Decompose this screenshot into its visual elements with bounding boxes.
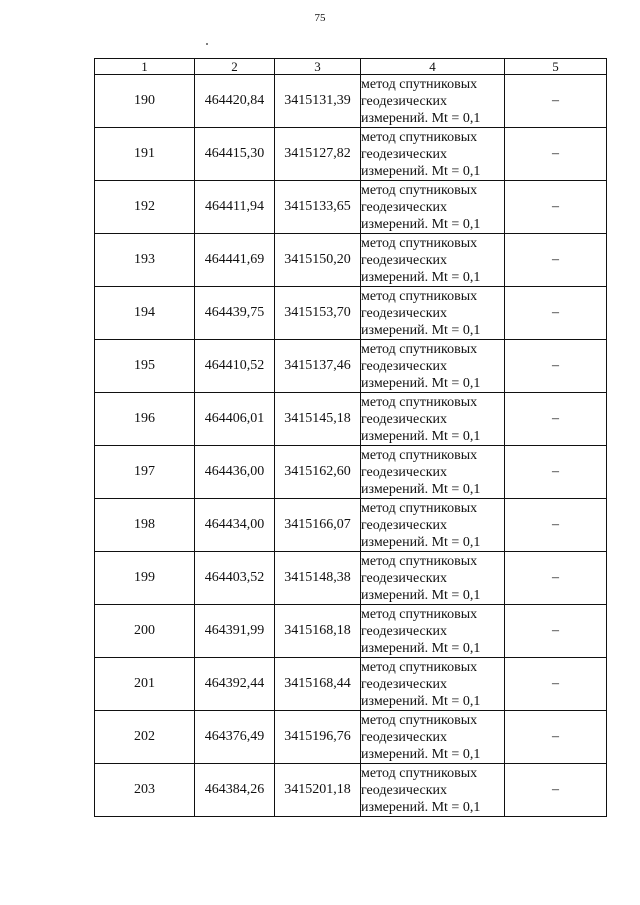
y-coordinate-cell: 3415148,38 — [275, 552, 361, 605]
x-coordinate-cell: 464391,99 — [195, 605, 275, 658]
method-line: метод спутниковых — [361, 659, 478, 675]
x-coordinate-cell: 464439,75 — [195, 287, 275, 340]
point-number-cell: 191 — [95, 128, 195, 181]
note-cell: – — [505, 128, 607, 181]
table-body — [95, 75, 607, 817]
x-coordinate-cell: 464434,00 — [195, 499, 275, 552]
x-coordinate-cell: 464403,52 — [195, 552, 275, 605]
method-line: метод спутниковых — [361, 606, 478, 622]
method-cell — [361, 658, 505, 711]
method-line: геодезических — [361, 358, 448, 374]
method-line: геодезических — [361, 729, 448, 745]
note-cell: – — [505, 499, 607, 552]
point-number-cell: 190 — [95, 75, 195, 128]
method-cell — [361, 605, 505, 658]
method-cell — [361, 499, 505, 552]
method-cell — [361, 287, 505, 340]
table-row — [95, 181, 607, 234]
method-line: геодезических — [361, 411, 448, 427]
note-cell: – — [505, 446, 607, 499]
point-number-cell: 202 — [95, 711, 195, 764]
note-cell: – — [505, 234, 607, 287]
method-line: геодезических — [361, 782, 448, 798]
x-coordinate-cell: 464436,00 — [195, 446, 275, 499]
note-cell: – — [505, 75, 607, 128]
header-col-1: 1 — [95, 59, 195, 75]
method-line: геодезических — [361, 570, 448, 586]
note-cell: – — [505, 340, 607, 393]
method-line: измерений. Mt = 0,1 — [361, 481, 481, 497]
method-line: измерений. Mt = 0,1 — [361, 163, 481, 179]
method-line: метод спутниковых — [361, 288, 478, 304]
note-cell: – — [505, 393, 607, 446]
table-row — [95, 287, 607, 340]
method-line: геодезических — [361, 93, 448, 109]
header-col-2: 2 — [195, 59, 275, 75]
method-line: измерений. Mt = 0,1 — [361, 746, 481, 762]
method-line: геодезических — [361, 146, 448, 162]
note-cell: – — [505, 287, 607, 340]
method-cell — [361, 128, 505, 181]
table-row — [95, 446, 607, 499]
header-col-5: 5 — [505, 59, 607, 75]
y-coordinate-cell: 3415168,18 — [275, 605, 361, 658]
point-number-cell: 194 — [95, 287, 195, 340]
method-line: геодезических — [361, 517, 448, 533]
x-coordinate-cell: 464410,52 — [195, 340, 275, 393]
table-row — [95, 552, 607, 605]
x-coordinate-cell: 464441,69 — [195, 234, 275, 287]
method-line: метод спутниковых — [361, 182, 478, 198]
method-line: геодезических — [361, 464, 448, 480]
method-line: измерений. Mt = 0,1 — [361, 799, 481, 815]
y-coordinate-cell: 3415168,44 — [275, 658, 361, 711]
method-line: измерений. Mt = 0,1 — [361, 640, 481, 656]
x-coordinate-cell: 464376,49 — [195, 711, 275, 764]
method-line: измерений. Mt = 0,1 — [361, 375, 481, 391]
method-line: метод спутниковых — [361, 447, 478, 463]
point-number-cell: 200 — [95, 605, 195, 658]
method-line: геодезических — [361, 623, 448, 639]
x-coordinate-cell: 464406,01 — [195, 393, 275, 446]
method-cell — [361, 393, 505, 446]
y-coordinate-cell: 3415133,65 — [275, 181, 361, 234]
point-number-cell: 193 — [95, 234, 195, 287]
method-line: измерений. Mt = 0,1 — [361, 693, 481, 709]
method-cell — [361, 711, 505, 764]
point-number-cell: 192 — [95, 181, 195, 234]
note-cell: – — [505, 764, 607, 817]
method-line: метод спутниковых — [361, 765, 478, 781]
method-cell — [361, 181, 505, 234]
method-cell — [361, 764, 505, 817]
y-coordinate-cell: 3415137,46 — [275, 340, 361, 393]
table-row — [95, 75, 607, 128]
x-coordinate-cell: 464384,26 — [195, 764, 275, 817]
note-cell: – — [505, 711, 607, 764]
table-row — [95, 499, 607, 552]
method-cell — [361, 234, 505, 287]
method-line: метод спутниковых — [361, 500, 478, 516]
y-coordinate-cell: 3415162,60 — [275, 446, 361, 499]
note-cell: – — [505, 658, 607, 711]
coordinates-table — [94, 58, 607, 817]
table-row — [95, 711, 607, 764]
y-coordinate-cell: 3415131,39 — [275, 75, 361, 128]
method-line: измерений. Mt = 0,1 — [361, 322, 481, 338]
x-coordinate-cell: 464392,44 — [195, 658, 275, 711]
header-col-3: 3 — [275, 59, 361, 75]
y-coordinate-cell: 3415127,82 — [275, 128, 361, 181]
point-number-cell: 203 — [95, 764, 195, 817]
method-cell — [361, 446, 505, 499]
table-row — [95, 393, 607, 446]
method-line: метод спутниковых — [361, 712, 478, 728]
header-row — [95, 59, 607, 75]
method-line: измерений. Mt = 0,1 — [361, 428, 481, 444]
method-line: геодезических — [361, 676, 448, 692]
method-line: метод спутниковых — [361, 553, 478, 569]
page-number: 75 — [314, 12, 326, 24]
table-row — [95, 234, 607, 287]
y-coordinate-cell: 3415196,76 — [275, 711, 361, 764]
method-cell — [361, 552, 505, 605]
y-coordinate-cell: 3415201,18 — [275, 764, 361, 817]
method-line: измерений. Mt = 0,1 — [361, 534, 481, 550]
method-line: метод спутниковых — [361, 341, 478, 357]
table-row — [95, 658, 607, 711]
y-coordinate-cell: 3415150,20 — [275, 234, 361, 287]
method-line: метод спутниковых — [361, 394, 478, 410]
method-line: измерений. Mt = 0,1 — [361, 216, 481, 232]
point-number-cell: 198 — [95, 499, 195, 552]
table-row — [95, 340, 607, 393]
note-cell: – — [505, 552, 607, 605]
y-coordinate-cell: 3415153,70 — [275, 287, 361, 340]
table-row — [95, 605, 607, 658]
method-line: геодезических — [361, 305, 448, 321]
table-row — [95, 128, 607, 181]
point-number-cell: 196 — [95, 393, 195, 446]
point-number-cell: 195 — [95, 340, 195, 393]
method-line: геодезических — [361, 252, 448, 268]
method-cell — [361, 75, 505, 128]
header-col-4: 4 — [361, 59, 505, 75]
table-header — [95, 59, 607, 75]
scan-speck — [206, 43, 208, 45]
method-line: измерений. Mt = 0,1 — [361, 269, 481, 285]
method-line: метод спутниковых — [361, 235, 478, 251]
x-coordinate-cell: 464415,30 — [195, 128, 275, 181]
table-row — [95, 764, 607, 817]
x-coordinate-cell: 464420,84 — [195, 75, 275, 128]
note-cell: – — [505, 181, 607, 234]
method-cell — [361, 340, 505, 393]
method-line: измерений. Mt = 0,1 — [361, 110, 481, 126]
point-number-cell: 201 — [95, 658, 195, 711]
point-number-cell: 197 — [95, 446, 195, 499]
point-number-cell: 199 — [95, 552, 195, 605]
y-coordinate-cell: 3415145,18 — [275, 393, 361, 446]
note-cell: – — [505, 605, 607, 658]
x-coordinate-cell: 464411,94 — [195, 181, 275, 234]
y-coordinate-cell: 3415166,07 — [275, 499, 361, 552]
method-line: геодезических — [361, 199, 448, 215]
method-line: метод спутниковых — [361, 76, 478, 92]
method-line: метод спутниковых — [361, 129, 478, 145]
method-line: измерений. Mt = 0,1 — [361, 587, 481, 603]
